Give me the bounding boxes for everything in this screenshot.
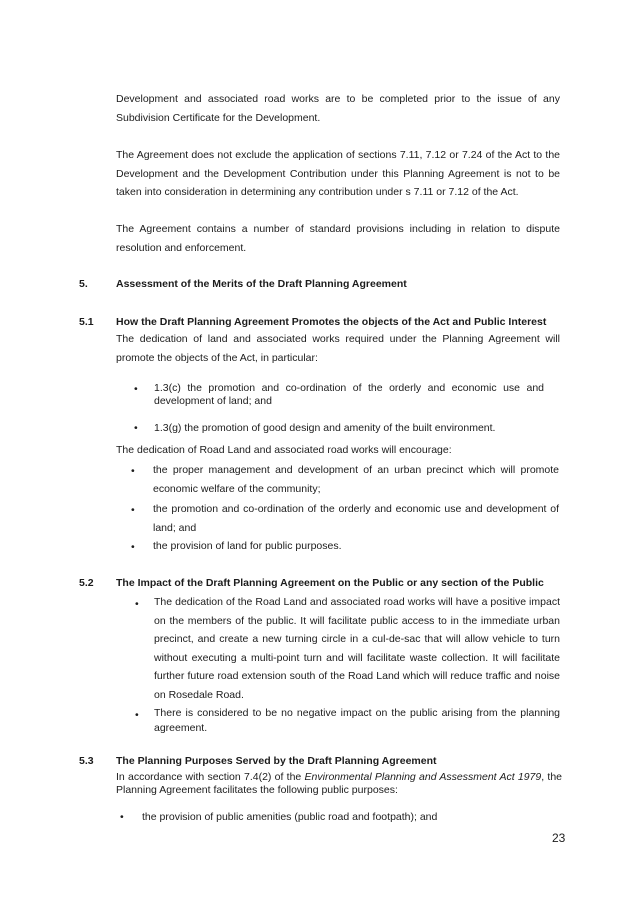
intro-paragraph-1: Development and associated road works are to be completed prior to the issue of any Subdivision Certificate for the Development.	[116, 93, 560, 124]
impact-item-2: There is considered to be no negative impact on the public arising from the planning agreement.	[154, 707, 560, 734]
bullet-glyph: •	[135, 598, 139, 610]
purpose-item-1: the provision of public amenities (public road and footpath); and	[142, 811, 438, 823]
act-title: Environmental Planning and Assessment Act 1979	[304, 771, 542, 783]
section-5-3-intro-end: , the Planning Agreement facilitates the following public purposes:	[116, 771, 562, 796]
bullet-glyph: •	[131, 541, 135, 553]
page-number: 23	[552, 831, 566, 845]
section-5-3-intro-start: In accordance with section 7.4(2) of the	[116, 771, 305, 783]
object-item-2: 1.3(g) the promotion of good design and amenity of the built environment.	[154, 422, 496, 434]
bullet-glyph: •	[134, 383, 138, 395]
impact-item-1: The dedication of the Road Land and associated road works will have a positive impact on the members of the public. It will facilitate public access to in the immediate urban precinct, and create a new turning circle in a cul-de-sac that will allow vehicle to turn without executing a multi-point turn and will facilitate waste collection. It will facilitate further future road extension south of the Road Land which will reduce traffic and noise on Rosedale Road.	[154, 596, 560, 701]
section-5-heading: Assessment of the Merits of the Draft Planning Agreement	[116, 278, 407, 290]
section-5-3-intro	[116, 771, 562, 797]
section-5-2-heading: The Impact of the Draft Planning Agreement on the Public or any section of the Public	[116, 577, 544, 589]
section-5-3-number: 5.3	[79, 755, 94, 767]
intro-paragraph-3: The Agreement contains a number of standard provisions including in relation to dispute resolution and enforcement.	[116, 223, 560, 254]
encourage-item-3: the provision of land for public purposes.	[153, 540, 342, 552]
encourage-item-1: the proper management and development of an urban precinct which will promote economic welfare of the community;	[153, 464, 559, 495]
section-5-1-heading: How the Draft Planning Agreement Promotes the objects of the Act and Public Interest	[116, 316, 547, 328]
encourage-intro: The dedication of Road Land and associated road works will encourage:	[116, 444, 452, 456]
encourage-item-2: the promotion and co-ordination of the orderly and economic use and development of land; and	[153, 503, 559, 534]
section-5-3-heading: The Planning Purposes Served by the Draft Planning Agreement	[116, 755, 437, 767]
bullet-glyph: •	[134, 422, 138, 434]
section-5-number: 5.	[79, 278, 88, 290]
section-5-1-intro: The dedication of land and associated works required under the Planning Agreement will promote the objects of the Act, in particular:	[116, 333, 560, 364]
bullet-glyph: •	[135, 709, 139, 721]
section-5-2-number: 5.2	[79, 577, 94, 589]
section-5-1-number: 5.1	[79, 316, 94, 328]
intro-paragraph-2: The Agreement does not exclude the application of sections 7.11, 7.12 or 7.24 of the Act to the Development and the Development Contribution under this Planning Agreement is not to be taken into consideration in determining any contribution under s 7.11 or 7.12 of the Act.	[116, 149, 560, 198]
bullet-glyph: •	[131, 465, 135, 477]
bullet-glyph: •	[131, 504, 135, 516]
object-item-1: 1.3(c) the promotion and co-ordination of the orderly and economic use and development of land; and	[154, 382, 544, 407]
bullet-glyph: •	[120, 811, 124, 823]
